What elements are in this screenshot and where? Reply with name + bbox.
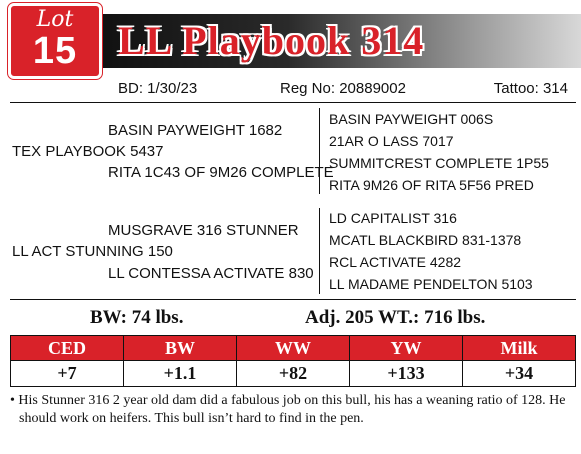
epd-header: YW [350,336,463,361]
pedigree-divider [319,208,320,294]
lot-label: Lot [36,7,74,32]
tattoo: Tattoo: 314 [493,80,568,97]
sire-grandparent-2: 21AR O LASS 7017 [329,133,454,149]
sire-grandparent-3: SUMMITCREST COMPLETE 1P55 [329,155,549,171]
epd-value: +34 [463,361,576,387]
divider [10,299,576,300]
dam: LL ACT STUNNING 150 [12,243,173,260]
adjusted-205-weight: Adj. 205 WT.: 716 lbs. [305,307,486,328]
epd-value: +82 [237,361,350,387]
birth-weight: BW: 74 lbs. [90,307,184,328]
birth-date: BD: 1/30/23 [118,80,198,97]
dam-grandparent-2: MCATL BLACKBIRD 831-1378 [329,232,522,248]
lot-number: 15 [32,30,78,72]
epd-value: +7 [11,361,124,387]
divider [10,102,576,103]
dam-sire: MUSGRAVE 316 STUNNER [108,222,299,239]
epd-table [10,335,576,387]
dam-dam: LL CONTESSA ACTIVATE 830 [108,265,314,282]
epd-value: +1.1 [124,361,237,387]
sire-grandparent-1: BASIN PAYWEIGHT 006S [329,111,494,127]
epd-header: WW [237,336,350,361]
info-row [10,78,576,102]
sire-dam: RITA 1C43 OF 9M26 COMPLETE [108,164,334,181]
dam-grandparent-3: RCL ACTIVATE 4282 [329,254,462,270]
epd-header: CED [11,336,124,361]
epd-header-row [11,336,576,361]
epd-header: BW [124,336,237,361]
epd-header: Milk [463,336,576,361]
sire-grandparent-4: RITA 9M26 OF RITA 5F56 PRED [329,177,534,193]
sire: TEX PLAYBOOK 5437 [12,143,164,160]
epd-value-row [11,361,576,387]
pedigree-divider [319,108,320,194]
epd-value: +133 [350,361,463,387]
dam-grandparent-1: LD CAPITALIST 316 [329,210,457,226]
lot-comment: • His Stunner 316 2 year old dam did a fabulous job on this bull, his has a weaning ratio of 128. He should work on heifers. This bull isn’t hard to find in the pen. [10,393,566,426]
lot-badge [8,3,102,79]
dam-grandparent-4: LL MADAME PENDELTON 5103 [329,276,533,292]
registration-number: Reg No: 20889002 [280,80,406,97]
animal-name-title: LL Playbook 314 [118,18,425,63]
sire-sire: BASIN PAYWEIGHT 1682 [108,122,283,139]
